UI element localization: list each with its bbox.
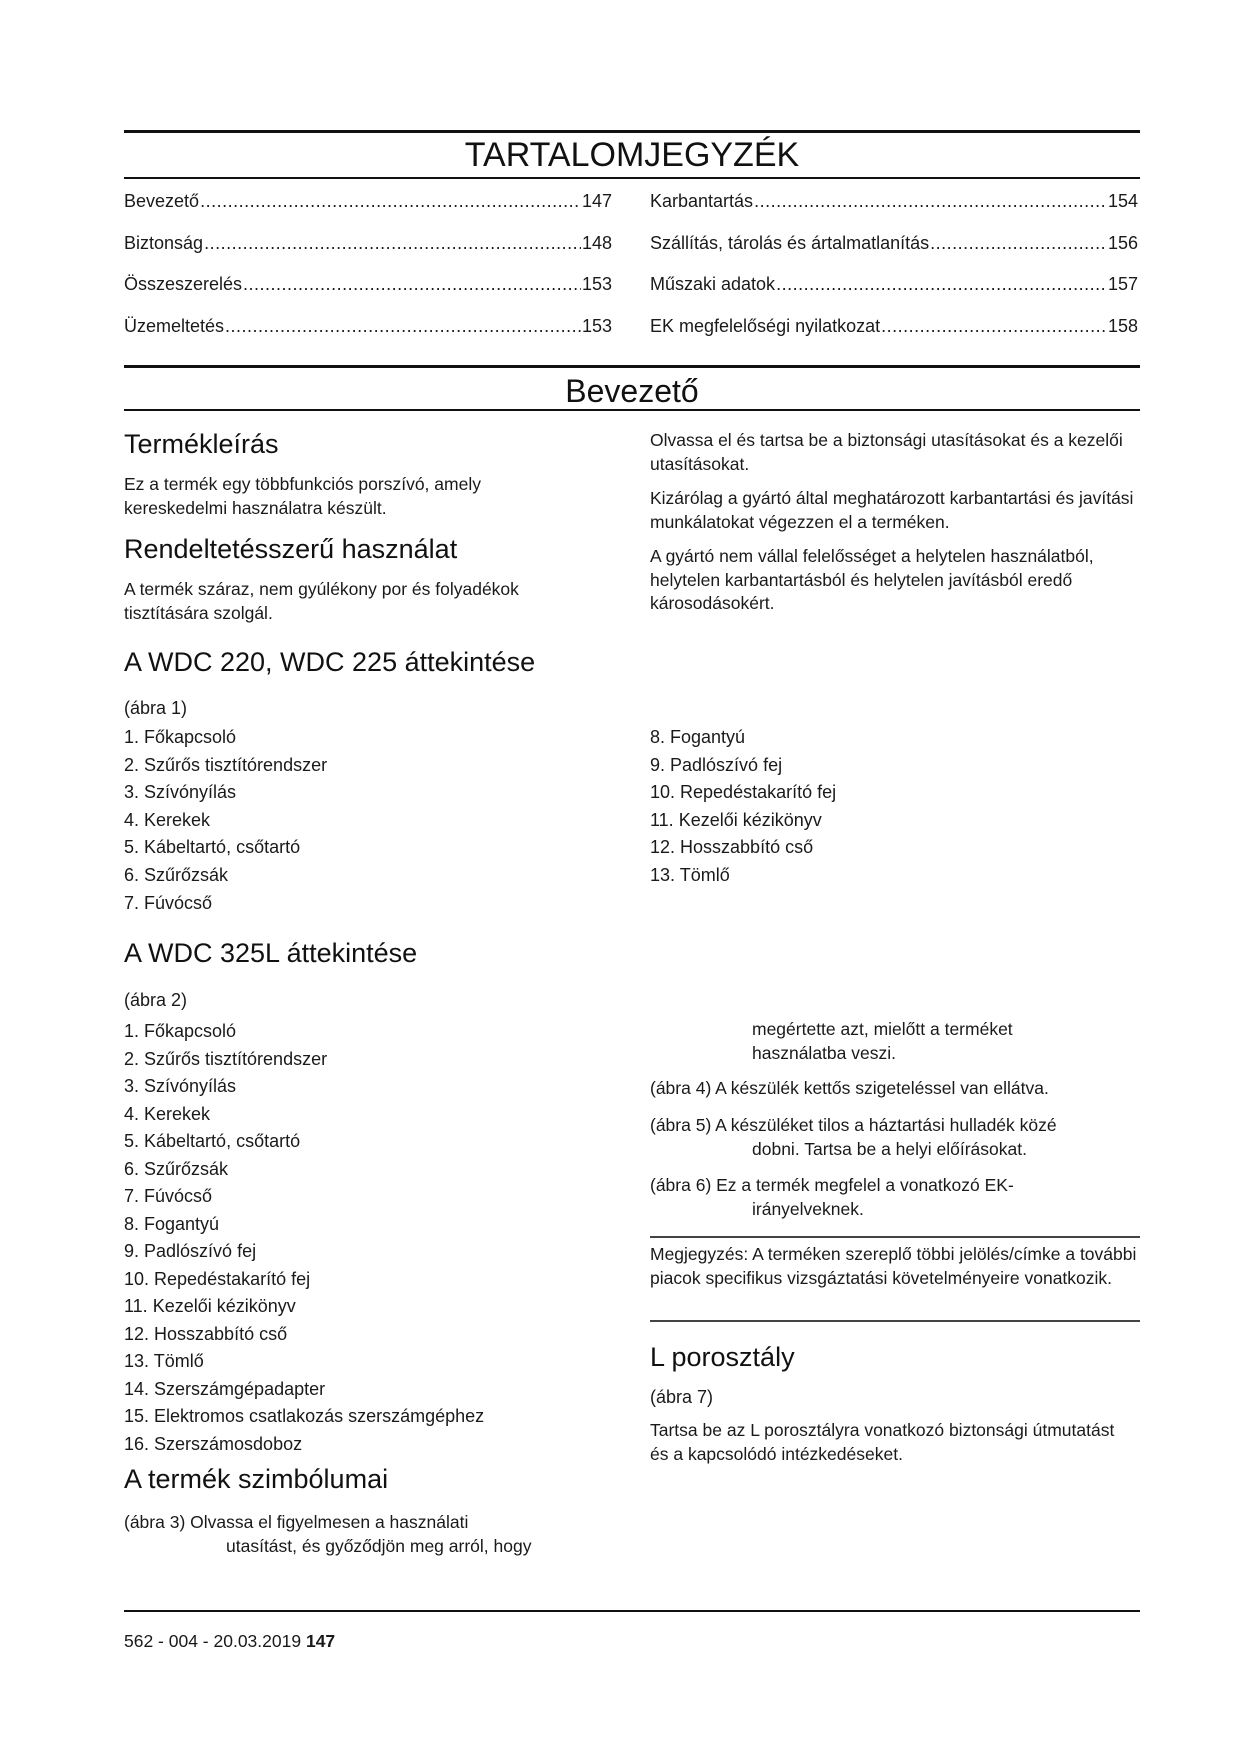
toc-entry-page: 148 bbox=[581, 232, 612, 253]
symbol-fig3-text: (ábra 3) Olvassa el figyelmesen a használati utasítást, és győződjön meg arról, hogy bbox=[124, 1512, 532, 1556]
list-item: 14. Szerszámgépadapter bbox=[124, 1378, 326, 1399]
toc-entry[interactable] bbox=[124, 191, 612, 233]
list-item: 16. Szerszámosdoboz bbox=[124, 1433, 303, 1454]
list-item: 8. Fogantyú bbox=[650, 727, 746, 747]
maintenance-text: Kizárólag a gyártó által meghatározott karbantartási és javítási munkálatokat végezzen el a terméken. bbox=[650, 488, 1134, 532]
toc-entry-page: 157 bbox=[1107, 274, 1138, 294]
toc-entry-label: Összeszerelés bbox=[124, 274, 243, 294]
overview-wdc325l-parts bbox=[124, 1018, 484, 1458]
overview-wdc220-figure-ref: (ábra 1) bbox=[124, 698, 188, 718]
toc-entry-label: EK megfelelőségi nyilatkozat bbox=[650, 315, 881, 336]
list-item: 3. Szívónyílás bbox=[124, 1076, 237, 1096]
list-item: 9. Padlószívó fej bbox=[650, 754, 783, 775]
list-item: 13. Tömlő bbox=[650, 864, 730, 885]
toc-entry[interactable] bbox=[124, 233, 612, 275]
list-item: 8. Fogantyú bbox=[124, 1213, 220, 1234]
overview-wdc325l-heading: A WDC 325L áttekintése bbox=[124, 938, 418, 968]
toc-entry[interactable] bbox=[124, 316, 612, 358]
toc-entry-page: 154 bbox=[1107, 191, 1138, 211]
toc-entry-label: Bevezető bbox=[124, 191, 200, 211]
overview-wdc220-heading: A WDC 220, WDC 225 áttekintése bbox=[124, 647, 536, 677]
list-item: 4. Kerekek bbox=[124, 809, 211, 830]
list-item: 3. Szívónyílás bbox=[124, 782, 237, 803]
toc-entry-page: 153 bbox=[581, 274, 612, 294]
symbol-fig6-text: (ábra 6) Ez a termék megfelel a vonatkozó EK- irányelveknek. bbox=[650, 1175, 1014, 1219]
intended-use-heading: Rendeltetésszerű használat bbox=[124, 534, 458, 564]
safety-instructions-text: Olvassa el és tartsa be a biztonsági utasításokat és a kezelői utasításokat. bbox=[650, 430, 1123, 474]
toc-top-rule bbox=[124, 130, 1140, 133]
symbol-fig3-continuation: megértette azt, mielőtt a terméket használatba veszi. bbox=[752, 1019, 1013, 1063]
toc-entry-page: 156 bbox=[1107, 232, 1138, 253]
note-bottom-rule bbox=[650, 1320, 1140, 1322]
toc-entry-page: 147 bbox=[581, 191, 612, 211]
product-symbols-heading: A termék szimbólumai bbox=[124, 1464, 389, 1494]
toc-entry[interactable] bbox=[650, 191, 1138, 233]
list-item: 9. Padlószívó fej bbox=[124, 1241, 257, 1261]
manual-page bbox=[124, 0, 1140, 1754]
list-item: 5. Kábeltartó, csőtartó bbox=[124, 837, 301, 858]
list-item: 2. Szűrős tisztítórendszer bbox=[124, 1048, 328, 1069]
overview-wdc325l-figure-ref: (ábra 2) bbox=[124, 990, 188, 1010]
toc-entry-label: Biztonság bbox=[124, 232, 204, 253]
list-item: 1. Főkapcsoló bbox=[124, 1021, 237, 1041]
list-item: 10. Repedéstakarító fej bbox=[650, 782, 837, 803]
footer bbox=[124, 1631, 335, 1652]
footer-doc-code: 562 - 004 - 20.03.2019 bbox=[124, 1631, 302, 1651]
symbol-fig4-text: (ábra 4) A készülék kettős szigeteléssel van ellátva. bbox=[650, 1078, 1049, 1098]
product-description-text: Ez a termék egy többfunkciós porszívó, amely kereskedelmi használatra készült. bbox=[124, 474, 481, 518]
toc-entry[interactable] bbox=[124, 274, 612, 316]
list-item: 15. Elektromos csatlakozás szerszámgéphez bbox=[124, 1406, 485, 1426]
dust-class-heading: L porosztály bbox=[650, 1342, 795, 1372]
toc-entry-label: Szállítás, tárolás és ártalmatlanítás bbox=[650, 232, 930, 253]
liability-text: A gyártó nem vállal felelősséget a helytelen használatból, helytelen karbantartásból és helytelen javításból eredő károsodásokért. bbox=[650, 546, 1094, 613]
footer-page-number: 147 bbox=[305, 1631, 336, 1651]
toc-entry[interactable] bbox=[650, 274, 1138, 316]
list-item: 12. Hosszabbító cső bbox=[124, 1323, 288, 1344]
list-item: 6. Szűrőzsák bbox=[124, 864, 229, 885]
list-item: 5. Kábeltartó, csőtartó bbox=[124, 1131, 301, 1151]
toc-right-column bbox=[650, 191, 1138, 357]
toc-left-column bbox=[124, 191, 612, 357]
intended-use-text: A termék száraz, nem gyúlékony por és folyadékok tisztítására szolgál. bbox=[124, 579, 519, 623]
note-body: A terméken szereplő többi jelölés/címke a további piacok specifikus vizsgáztatási követelményeire vonatkozik. bbox=[650, 1244, 1137, 1288]
dust-class-figure-ref: (ábra 7) bbox=[650, 1387, 714, 1407]
section-top-rule bbox=[124, 365, 1140, 368]
list-item: 6. Szűrőzsák bbox=[124, 1158, 229, 1179]
toc-bottom-rule bbox=[124, 177, 1140, 179]
toc-entry-label: Üzemeltetés bbox=[124, 315, 225, 336]
toc-entry[interactable] bbox=[650, 233, 1138, 275]
list-item: 1. Főkapcsoló bbox=[124, 727, 237, 747]
symbol-fig5-text: (ábra 5) A készüléket tilos a háztartási hulladék közé dobni. Tartsa be a helyi előírásokat. bbox=[650, 1115, 1057, 1159]
list-item: 11. Kezelői kézikönyv bbox=[124, 1296, 296, 1316]
list-item: 12. Hosszabbító cső bbox=[650, 837, 814, 858]
list-item: 10. Repedéstakarító fej bbox=[124, 1268, 311, 1289]
list-item: 7. Fúvócső bbox=[124, 892, 213, 913]
section-bottom-rule bbox=[124, 409, 1140, 411]
list-item: 13. Tömlő bbox=[124, 1351, 204, 1371]
dust-class-text: Tartsa be az L porosztályra vonatkozó biztonsági útmutatást és a kapcsolódó intézkedéseket. bbox=[650, 1420, 1115, 1464]
toc-entry-label: Karbantartás bbox=[650, 191, 754, 211]
section-title: Bevezető bbox=[565, 373, 699, 409]
toc-entry[interactable] bbox=[650, 316, 1138, 358]
toc-title: TARTALOMJEGYZÉK bbox=[464, 136, 800, 174]
product-description-heading: Termékleírás bbox=[124, 429, 279, 459]
footer-rule bbox=[124, 1610, 1140, 1612]
toc-entry-page: 153 bbox=[581, 315, 612, 336]
note-label: Megjegyzés: bbox=[650, 1244, 749, 1264]
list-item: 11. Kezelői kézikönyv bbox=[650, 809, 822, 830]
overview-wdc220-parts-right bbox=[650, 724, 836, 890]
note-top-rule bbox=[650, 1236, 1140, 1238]
toc-entry-page: 158 bbox=[1107, 315, 1138, 336]
list-item: 7. Fúvócső bbox=[124, 1186, 213, 1206]
list-item: 2. Szűrős tisztítórendszer bbox=[124, 754, 328, 775]
note-text bbox=[650, 1243, 1138, 1290]
list-item: 4. Kerekek bbox=[124, 1103, 211, 1124]
overview-wdc220-parts-left bbox=[124, 724, 327, 917]
toc-entry-label: Műszaki adatok bbox=[650, 274, 776, 294]
